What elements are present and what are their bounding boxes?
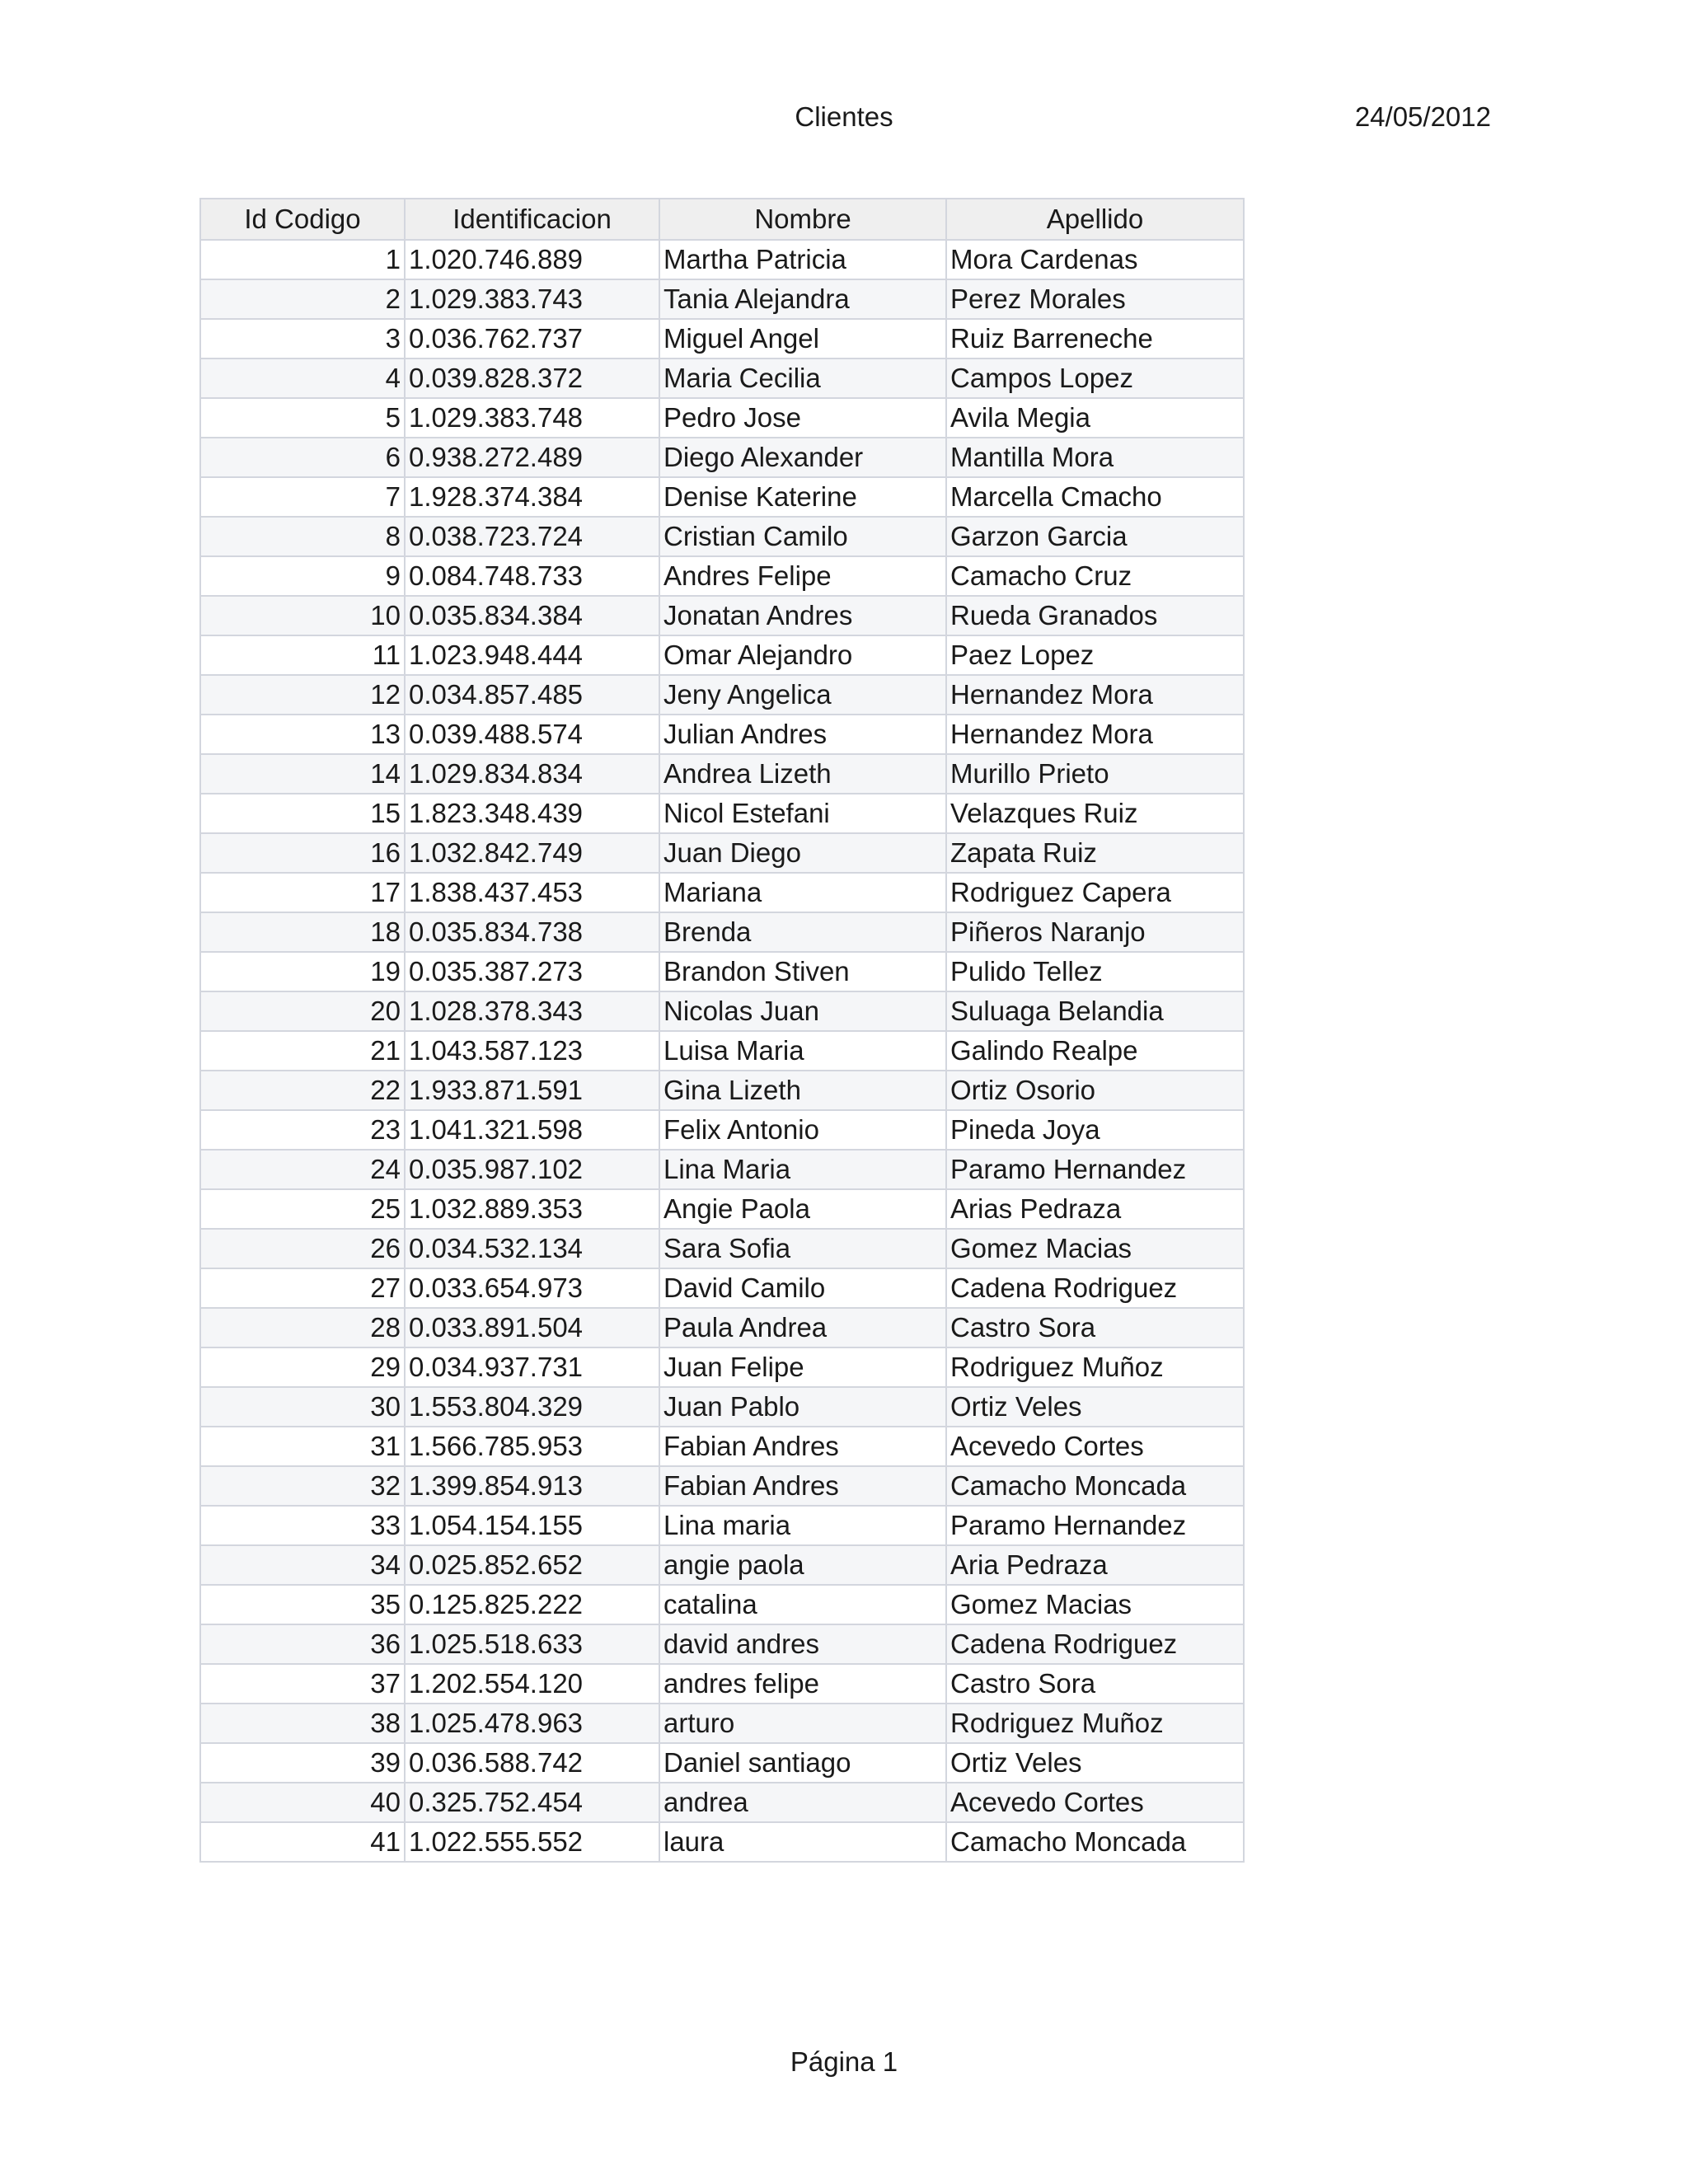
table-row	[200, 1545, 1244, 1585]
apellido-cell: Camacho Moncada	[946, 1466, 1244, 1506]
identificacion-cell: 1.933.871.591	[405, 1071, 659, 1110]
apellido-cell: Rodriguez Capera	[946, 873, 1244, 912]
identificacion-cell: 0.039.828.372	[405, 359, 659, 398]
identificacion-cell: 1.838.437.453	[405, 873, 659, 912]
apellido-cell: Zapata Ruiz	[946, 833, 1244, 873]
table-body	[200, 240, 1244, 1862]
identificacion-cell: 0.033.654.973	[405, 1268, 659, 1308]
id-codigo-cell: 36	[200, 1624, 405, 1664]
table-row	[200, 833, 1244, 873]
apellido-cell: Avila Megia	[946, 398, 1244, 438]
table-row	[200, 1110, 1244, 1150]
id-codigo-cell: 7	[200, 477, 405, 517]
identificacion-cell: 0.938.272.489	[405, 438, 659, 477]
nombre-cell: arturo	[659, 1704, 946, 1743]
table-row	[200, 319, 1244, 359]
table-row	[200, 873, 1244, 912]
id-codigo-cell: 39	[200, 1743, 405, 1783]
nombre-cell: Omar Alejandro	[659, 635, 946, 675]
clients-table	[199, 198, 1245, 1863]
id-codigo-cell: 38	[200, 1704, 405, 1743]
identificacion-cell: 0.035.387.273	[405, 952, 659, 991]
identificacion-cell: 1.032.842.749	[405, 833, 659, 873]
apellido-cell: Pulido Tellez	[946, 952, 1244, 991]
nombre-cell: Miguel Angel	[659, 319, 946, 359]
apellido-cell: Velazques Ruiz	[946, 794, 1244, 833]
table-row	[200, 1466, 1244, 1506]
apellido-cell: Cadena Rodriguez	[946, 1624, 1244, 1664]
nombre-cell: Andrea Lizeth	[659, 754, 946, 794]
table-row	[200, 635, 1244, 675]
nombre-cell: andres felipe	[659, 1664, 946, 1704]
id-codigo-cell: 15	[200, 794, 405, 833]
nombre-cell: Cristian Camilo	[659, 517, 946, 556]
id-codigo-cell: 21	[200, 1031, 405, 1071]
identificacion-cell: 0.034.857.485	[405, 675, 659, 715]
id-codigo-cell: 37	[200, 1664, 405, 1704]
identificacion-cell: 1.399.854.913	[405, 1466, 659, 1506]
column-header-id-codigo: Id Codigo	[200, 199, 405, 240]
report-date: 24/05/2012	[1354, 101, 1491, 132]
identificacion-cell: 1.029.383.748	[405, 398, 659, 438]
identificacion-cell: 1.025.518.633	[405, 1624, 659, 1664]
nombre-cell: Brandon Stiven	[659, 952, 946, 991]
apellido-cell: Gomez Macias	[946, 1585, 1244, 1624]
identificacion-cell: 0.035.987.102	[405, 1150, 659, 1189]
apellido-cell: Paez Lopez	[946, 635, 1244, 675]
apellido-cell: Mantilla Mora	[946, 438, 1244, 477]
table-row	[200, 794, 1244, 833]
table-row	[200, 438, 1244, 477]
nombre-cell: Andres Felipe	[659, 556, 946, 596]
id-codigo-cell: 31	[200, 1427, 405, 1466]
identificacion-cell: 0.036.762.737	[405, 319, 659, 359]
nombre-cell: Daniel santiago	[659, 1743, 946, 1783]
apellido-cell: Suluaga Belandia	[946, 991, 1244, 1031]
id-codigo-cell: 4	[200, 359, 405, 398]
apellido-cell: Campos Lopez	[946, 359, 1244, 398]
id-codigo-cell: 18	[200, 912, 405, 952]
apellido-cell: Galindo Realpe	[946, 1031, 1244, 1071]
table-row	[200, 517, 1244, 556]
table-row	[200, 1704, 1244, 1743]
table-row	[200, 754, 1244, 794]
nombre-cell: laura	[659, 1822, 946, 1862]
table-row	[200, 715, 1244, 754]
apellido-cell: Acevedo Cortes	[946, 1783, 1244, 1822]
nombre-cell: Pedro Jose	[659, 398, 946, 438]
id-codigo-cell: 13	[200, 715, 405, 754]
apellido-cell: Castro Sora	[946, 1664, 1244, 1704]
id-codigo-cell: 11	[200, 635, 405, 675]
table-row	[200, 1427, 1244, 1466]
id-codigo-cell: 10	[200, 596, 405, 635]
table-row	[200, 1783, 1244, 1822]
id-codigo-cell: 19	[200, 952, 405, 991]
table-row	[200, 240, 1244, 279]
id-codigo-cell: 2	[200, 279, 405, 319]
id-codigo-cell: 28	[200, 1308, 405, 1347]
id-codigo-cell: 41	[200, 1822, 405, 1862]
table-row	[200, 1347, 1244, 1387]
nombre-cell: Fabian Andres	[659, 1466, 946, 1506]
id-codigo-cell: 32	[200, 1466, 405, 1506]
nombre-cell: Jeny Angelica	[659, 675, 946, 715]
apellido-cell: Ortiz Veles	[946, 1387, 1244, 1427]
table-row	[200, 1071, 1244, 1110]
id-codigo-cell: 40	[200, 1783, 405, 1822]
nombre-cell: David Camilo	[659, 1268, 946, 1308]
identificacion-cell: 0.036.588.742	[405, 1743, 659, 1783]
nombre-cell: Felix Antonio	[659, 1110, 946, 1150]
nombre-cell: Tania Alejandra	[659, 279, 946, 319]
identificacion-cell: 1.041.321.598	[405, 1110, 659, 1150]
identificacion-cell: 0.084.748.733	[405, 556, 659, 596]
id-codigo-cell: 29	[200, 1347, 405, 1387]
id-codigo-cell: 24	[200, 1150, 405, 1189]
nombre-cell: Juan Pablo	[659, 1387, 946, 1427]
table-row	[200, 1664, 1244, 1704]
identificacion-cell: 0.034.532.134	[405, 1229, 659, 1268]
table-row	[200, 1229, 1244, 1268]
apellido-cell: Pineda Joya	[946, 1110, 1244, 1150]
id-codigo-cell: 17	[200, 873, 405, 912]
nombre-cell: Sara Sofia	[659, 1229, 946, 1268]
nombre-cell: Martha Patricia	[659, 240, 946, 279]
apellido-cell: Camacho Cruz	[946, 556, 1244, 596]
id-codigo-cell: 12	[200, 675, 405, 715]
table-row	[200, 675, 1244, 715]
identificacion-cell: 1.025.478.963	[405, 1704, 659, 1743]
apellido-cell: Aria Pedraza	[946, 1545, 1244, 1585]
nombre-cell: Mariana	[659, 873, 946, 912]
table-header-row	[200, 199, 1244, 240]
identificacion-cell: 1.029.834.834	[405, 754, 659, 794]
apellido-cell: Rodriguez Muñoz	[946, 1704, 1244, 1743]
table-row	[200, 1743, 1244, 1783]
identificacion-cell: 0.033.891.504	[405, 1308, 659, 1347]
apellido-cell: Rodriguez Muñoz	[946, 1347, 1244, 1387]
identificacion-cell: 1.054.154.155	[405, 1506, 659, 1545]
identificacion-cell: 0.025.852.652	[405, 1545, 659, 1585]
report-title: Clientes	[795, 101, 893, 132]
apellido-cell: Paramo Hernandez	[946, 1506, 1244, 1545]
nombre-cell: Denise Katerine	[659, 477, 946, 517]
table-row	[200, 556, 1244, 596]
identificacion-cell: 0.039.488.574	[405, 715, 659, 754]
identificacion-cell: 1.553.804.329	[405, 1387, 659, 1427]
nombre-cell: andrea	[659, 1783, 946, 1822]
nombre-cell: Juan Felipe	[659, 1347, 946, 1387]
id-codigo-cell: 22	[200, 1071, 405, 1110]
nombre-cell: Paula Andrea	[659, 1308, 946, 1347]
nombre-cell: Nicol Estefani	[659, 794, 946, 833]
identificacion-cell: 1.823.348.439	[405, 794, 659, 833]
table-row	[200, 359, 1244, 398]
table-row	[200, 1624, 1244, 1664]
nombre-cell: Lina maria	[659, 1506, 946, 1545]
id-codigo-cell: 26	[200, 1229, 405, 1268]
column-header-nombre: Nombre	[659, 199, 946, 240]
identificacion-cell: 1.566.785.953	[405, 1427, 659, 1466]
table-row	[200, 1308, 1244, 1347]
apellido-cell: Ruiz Barreneche	[946, 319, 1244, 359]
id-codigo-cell: 16	[200, 833, 405, 873]
apellido-cell: Ortiz Osorio	[946, 1071, 1244, 1110]
id-codigo-cell: 27	[200, 1268, 405, 1308]
table-row	[200, 596, 1244, 635]
apellido-cell: Piñeros Naranjo	[946, 912, 1244, 952]
identificacion-cell: 1.202.554.120	[405, 1664, 659, 1704]
table-row	[200, 1031, 1244, 1071]
identificacion-cell: 0.325.752.454	[405, 1783, 659, 1822]
identificacion-cell: 0.125.825.222	[405, 1585, 659, 1624]
column-header-identificacion: Identificacion	[405, 199, 659, 240]
table-row	[200, 1150, 1244, 1189]
id-codigo-cell: 35	[200, 1585, 405, 1624]
id-codigo-cell: 33	[200, 1506, 405, 1545]
table-row	[200, 1387, 1244, 1427]
apellido-cell: Garzon Garcia	[946, 517, 1244, 556]
nombre-cell: angie paola	[659, 1545, 946, 1585]
identificacion-cell: 1.022.555.552	[405, 1822, 659, 1862]
nombre-cell: catalina	[659, 1585, 946, 1624]
apellido-cell: Camacho Moncada	[946, 1822, 1244, 1862]
identificacion-cell: 1.032.889.353	[405, 1189, 659, 1229]
table-row	[200, 1822, 1244, 1862]
nombre-cell: Brenda	[659, 912, 946, 952]
apellido-cell: Hernandez Mora	[946, 675, 1244, 715]
apellido-cell: Marcella Cmacho	[946, 477, 1244, 517]
identificacion-cell: 1.020.746.889	[405, 240, 659, 279]
identificacion-cell: 1.028.378.343	[405, 991, 659, 1031]
nombre-cell: Gina Lizeth	[659, 1071, 946, 1110]
apellido-cell: Acevedo Cortes	[946, 1427, 1244, 1466]
table-row	[200, 1189, 1244, 1229]
table-row	[200, 1268, 1244, 1308]
nombre-cell: Julian Andres	[659, 715, 946, 754]
apellido-cell: Ortiz Veles	[946, 1743, 1244, 1783]
identificacion-cell: 1.043.587.123	[405, 1031, 659, 1071]
id-codigo-cell: 6	[200, 438, 405, 477]
identificacion-cell: 0.034.937.731	[405, 1347, 659, 1387]
id-codigo-cell: 30	[200, 1387, 405, 1427]
table-row	[200, 477, 1244, 517]
identificacion-cell: 0.035.834.738	[405, 912, 659, 952]
identificacion-cell: 1.029.383.743	[405, 279, 659, 319]
id-codigo-cell: 9	[200, 556, 405, 596]
nombre-cell: Diego Alexander	[659, 438, 946, 477]
identificacion-cell: 0.035.834.384	[405, 596, 659, 635]
nombre-cell: Nicolas Juan	[659, 991, 946, 1031]
id-codigo-cell: 8	[200, 517, 405, 556]
id-codigo-cell: 34	[200, 1545, 405, 1585]
apellido-cell: Arias Pedraza	[946, 1189, 1244, 1229]
apellido-cell: Perez Morales	[946, 279, 1244, 319]
table-row	[200, 991, 1244, 1031]
apellido-cell: Gomez Macias	[946, 1229, 1244, 1268]
identificacion-cell: 0.038.723.724	[405, 517, 659, 556]
page-number: Página 1	[790, 2046, 898, 2077]
nombre-cell: Angie Paola	[659, 1189, 946, 1229]
nombre-cell: Fabian Andres	[659, 1427, 946, 1466]
identificacion-cell: 1.928.374.384	[405, 477, 659, 517]
nombre-cell: Jonatan Andres	[659, 596, 946, 635]
column-header-apellido: Apellido	[946, 199, 1244, 240]
table-row	[200, 398, 1244, 438]
apellido-cell: Cadena Rodriguez	[946, 1268, 1244, 1308]
apellido-cell: Castro Sora	[946, 1308, 1244, 1347]
id-codigo-cell: 3	[200, 319, 405, 359]
apellido-cell: Mora Cardenas	[946, 240, 1244, 279]
table-row	[200, 952, 1244, 991]
id-codigo-cell: 1	[200, 240, 405, 279]
id-codigo-cell: 25	[200, 1189, 405, 1229]
table-row	[200, 912, 1244, 952]
id-codigo-cell: 5	[200, 398, 405, 438]
table-row	[200, 1585, 1244, 1624]
apellido-cell: Hernandez Mora	[946, 715, 1244, 754]
id-codigo-cell: 14	[200, 754, 405, 794]
nombre-cell: Luisa Maria	[659, 1031, 946, 1071]
apellido-cell: Murillo Prieto	[946, 754, 1244, 794]
apellido-cell: Paramo Hernandez	[946, 1150, 1244, 1189]
table-row	[200, 1506, 1244, 1545]
id-codigo-cell: 20	[200, 991, 405, 1031]
apellido-cell: Rueda Granados	[946, 596, 1244, 635]
identificacion-cell: 1.023.948.444	[405, 635, 659, 675]
nombre-cell: david andres	[659, 1624, 946, 1664]
table-row	[200, 279, 1244, 319]
nombre-cell: Maria Cecilia	[659, 359, 946, 398]
nombre-cell: Lina Maria	[659, 1150, 946, 1189]
nombre-cell: Juan Diego	[659, 833, 946, 873]
id-codigo-cell: 23	[200, 1110, 405, 1150]
